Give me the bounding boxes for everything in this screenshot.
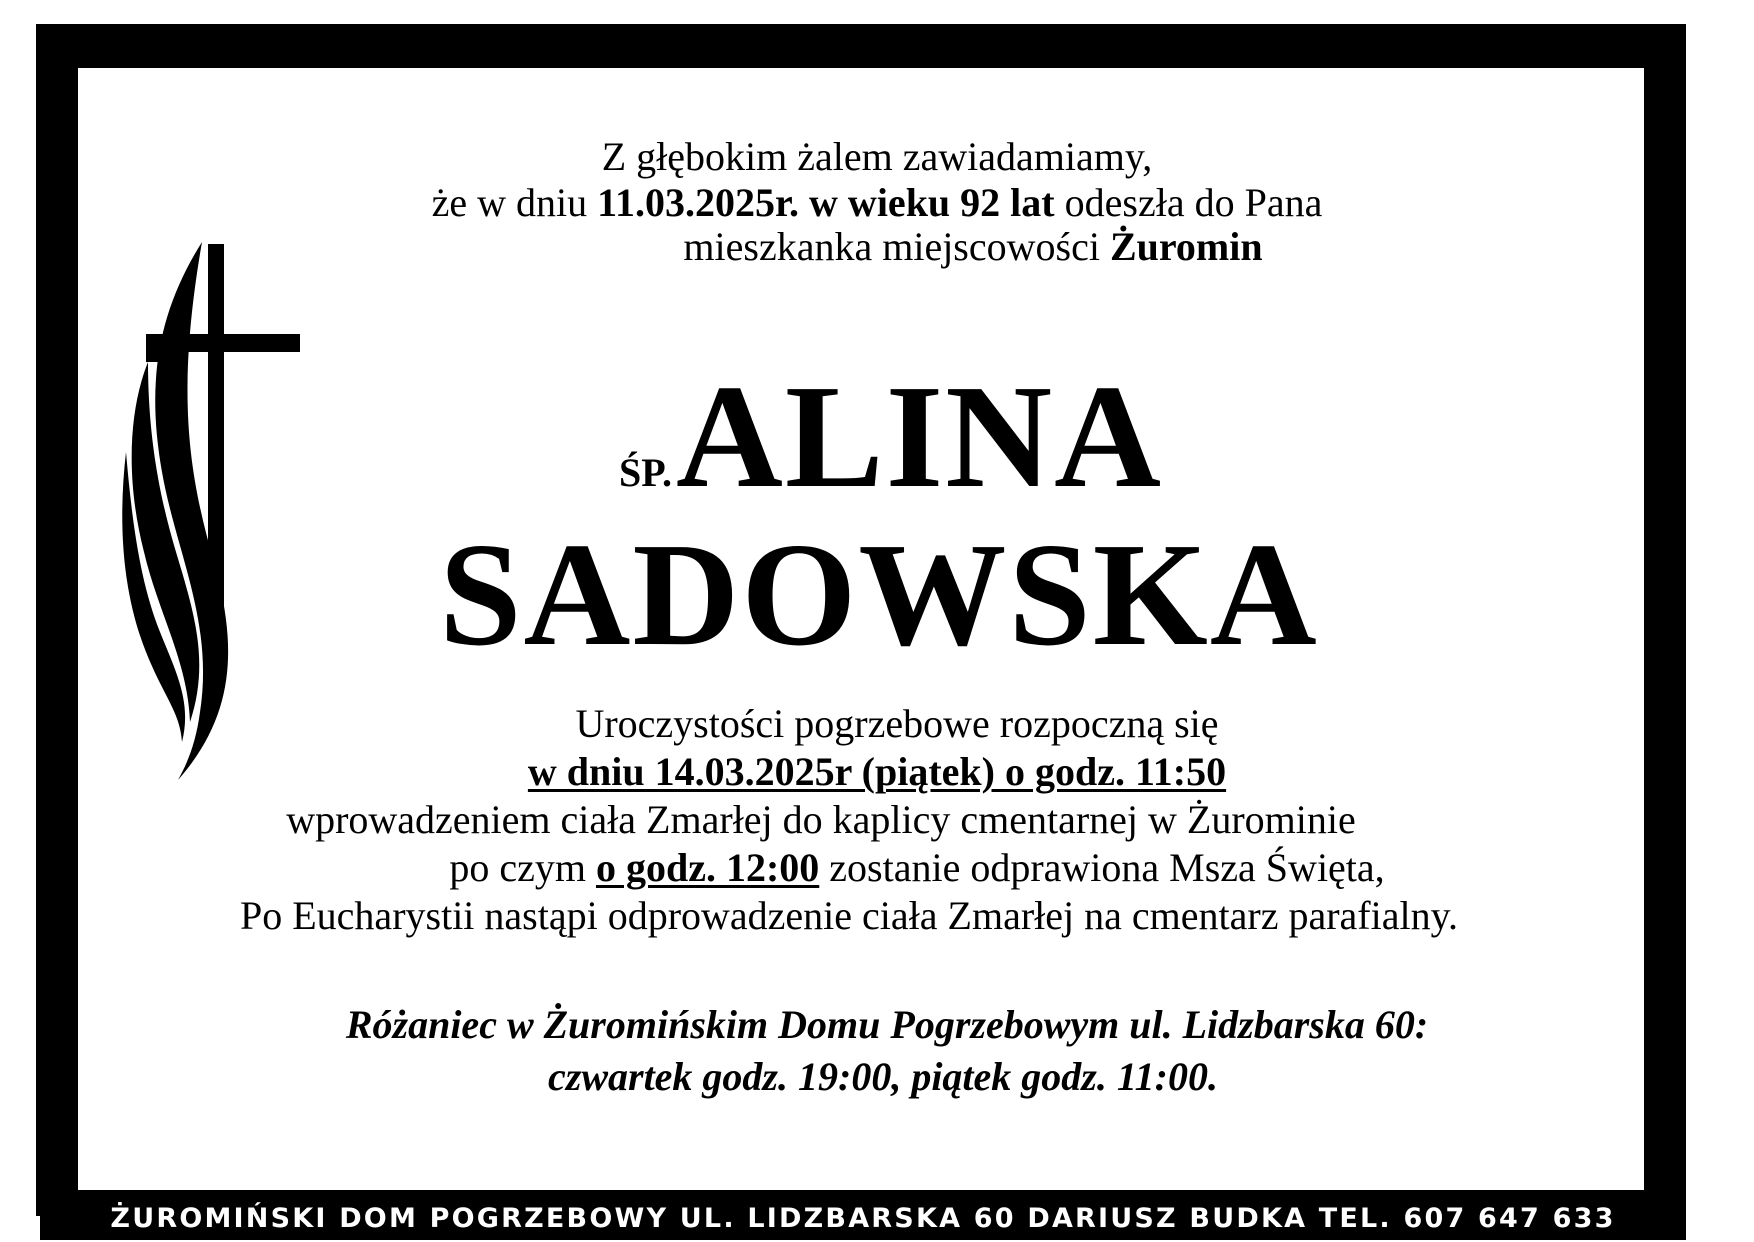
funeral-date-time: w dniu 14.03.2025r (piątek) o godz. 11:50 — [527, 749, 1227, 794]
rosary-line-1: Różaniec w Żuromińskim Domu Pogrzebowym ul. Lidzbarska 60: — [345, 1002, 1429, 1047]
intro-line-3 — [96, 224, 1754, 270]
funeral-line-1: Uroczystości pogrzebowe rozpoczną się — [575, 701, 1219, 746]
sp-prefix: ŚP. — [619, 450, 673, 495]
funeral-line-3: wprowadzeniem ciała Zmarłej do kaplicy cmentarnej w Żurominie — [286, 797, 1356, 842]
rosary-line-2: czwartek godz. 19:00, piątek godz. 11:00. — [548, 1054, 1218, 1099]
funeral-text: po czym — [449, 845, 596, 890]
intro-text: że w dniu — [431, 180, 598, 225]
residence: Żuromin — [1109, 224, 1263, 269]
footer-contact: ŻUROMIŃSKI DOM POGRZEBOWY UL. LIDZBARSKA 60 DARIUSZ BUDKA TEL. 607 647 633 — [110, 1203, 1616, 1234]
intro-line-1: Z głębokim żalem zawiadamiamy, — [601, 134, 1153, 179]
intro-text: odeszła do Pana — [1054, 180, 1323, 225]
last-name: SADOWSKA — [439, 513, 1319, 677]
intro-line-2 — [0, 180, 1754, 226]
death-date-age: 11.03.2025r. w wieku 92 lat — [597, 180, 1055, 225]
funeral-line-5: Po Eucharystii nastąpi odprowadzenie ciała Zmarłej na cmentarz parafialny. — [240, 893, 1458, 938]
funeral-line-4 — [40, 844, 1754, 892]
funeral-line-2 — [0, 748, 1754, 796]
first-name: ALINA — [676, 355, 1163, 519]
funeral-text: zostanie odprawiona Msza Święta, — [819, 845, 1385, 890]
deceased-first-name-line — [14, 355, 1754, 519]
mass-time: o godz. 12:00 — [595, 845, 820, 890]
intro-text: mieszkanka miejscowości — [683, 224, 1110, 269]
